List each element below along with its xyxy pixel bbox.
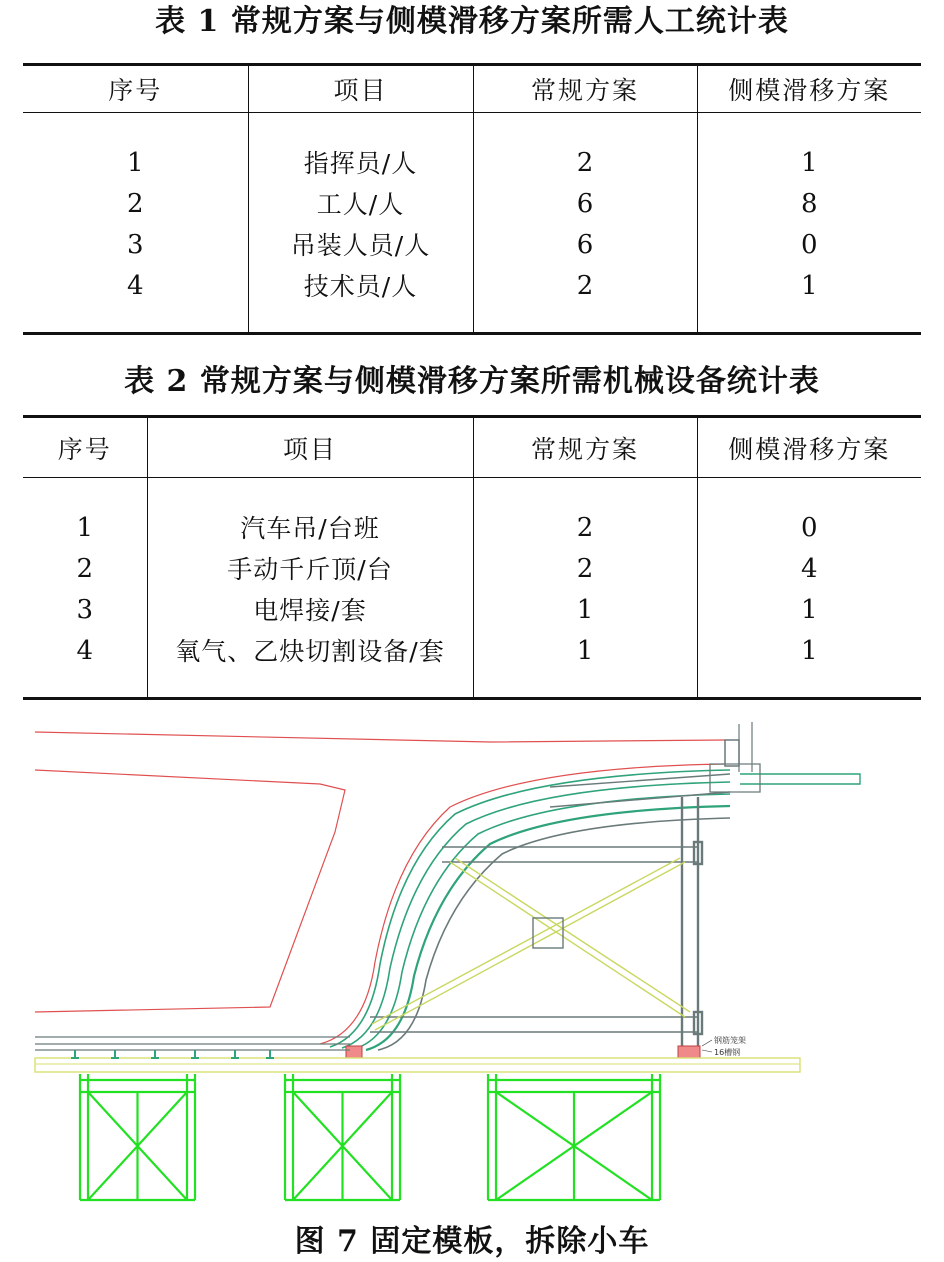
cell-index: 4 xyxy=(76,636,94,666)
cell-conventional: 2 xyxy=(473,508,697,549)
rail-post xyxy=(266,1050,274,1058)
cell-item: 指挥员/人 xyxy=(248,143,473,184)
cell-sliding: 8 xyxy=(697,184,921,225)
cell-index: 4 xyxy=(126,271,144,301)
rail-post xyxy=(71,1050,79,1058)
scaffold-towers xyxy=(80,1074,660,1200)
cell-conventional: 2 xyxy=(473,143,697,184)
table-row xyxy=(23,549,921,590)
table-row xyxy=(23,266,921,307)
column-header-item: 项目 xyxy=(248,65,473,113)
cell-conventional: 1 xyxy=(473,631,697,672)
figure-caption: 图 7 固定模板，拆除小车 xyxy=(294,1224,650,1259)
table-row xyxy=(23,225,921,266)
column-header-index: 序号 xyxy=(23,417,147,478)
girder-outline xyxy=(35,732,725,1044)
rail-posts xyxy=(71,1050,274,1058)
cell-conventional: 2 xyxy=(473,549,697,590)
cell-item: 汽车吊/台班 xyxy=(147,508,473,549)
rail-post xyxy=(111,1050,119,1058)
cell-index: 2 xyxy=(76,554,94,584)
column-header-sliding: 侧模滑移方案 xyxy=(697,65,921,113)
table-2-header-row xyxy=(23,417,921,478)
rail-post xyxy=(191,1050,199,1058)
table-row xyxy=(23,631,921,672)
column-header-index: 序号 xyxy=(23,65,248,113)
support-frame xyxy=(346,797,702,1058)
table-2 xyxy=(23,415,921,700)
cell-sliding: 1 xyxy=(697,590,921,631)
cell-conventional: 2 xyxy=(473,266,697,307)
table-1-header-row xyxy=(23,65,921,113)
drawing-annotations xyxy=(702,1035,746,1057)
cell-item: 吊装人员/人 xyxy=(248,225,473,266)
cell-sliding: 1 xyxy=(697,631,921,672)
cell-item: 手动千斤顶/台 xyxy=(147,549,473,590)
table-row xyxy=(23,143,921,184)
table-row xyxy=(23,590,921,631)
cell-item: 氧气、乙炔切割设备/套 xyxy=(147,631,473,672)
table-2-title: 表 2 常规方案与侧模滑移方案所需机械设备统计表 xyxy=(124,364,820,399)
rail-post xyxy=(231,1050,239,1058)
cell-index: 3 xyxy=(76,595,94,625)
table-1-title: 表 1 常规方案与侧模滑移方案所需人工统计表 xyxy=(155,4,789,39)
scaffold-tower xyxy=(488,1074,660,1200)
cell-sliding: 1 xyxy=(697,266,921,307)
scaffold-tower xyxy=(285,1074,400,1200)
cell-item: 工人/人 xyxy=(248,184,473,225)
cell-sliding: 0 xyxy=(697,508,921,549)
cell-sliding: 1 xyxy=(697,143,921,184)
column-header-item: 项目 xyxy=(147,417,473,478)
cell-item: 技术员/人 xyxy=(248,266,473,307)
column-header-conventional: 常规方案 xyxy=(473,65,697,113)
rail-post xyxy=(151,1050,159,1058)
table-1 xyxy=(23,63,921,335)
cell-index: 1 xyxy=(126,148,144,178)
cell-index: 2 xyxy=(126,189,144,219)
column-header-sliding: 侧模滑移方案 xyxy=(697,417,921,478)
cell-conventional: 6 xyxy=(473,225,697,266)
cell-conventional: 6 xyxy=(473,184,697,225)
cell-index: 3 xyxy=(126,230,144,260)
cell-index: 1 xyxy=(76,513,94,543)
annotation-cage: 钢筋笼架 xyxy=(714,1036,746,1045)
table-row xyxy=(23,184,921,225)
cell-conventional: 1 xyxy=(473,590,697,631)
scaffold-tower xyxy=(80,1074,195,1200)
cell-sliding: 4 xyxy=(697,549,921,590)
annotation-channel: 16槽钢 xyxy=(714,1048,741,1057)
column-header-conventional: 常规方案 xyxy=(473,417,697,478)
cell-sliding: 0 xyxy=(697,225,921,266)
table-row xyxy=(23,508,921,549)
side-formwork xyxy=(330,770,730,1050)
formwork-drawing xyxy=(30,712,910,1212)
cell-item: 电焊接/套 xyxy=(147,590,473,631)
